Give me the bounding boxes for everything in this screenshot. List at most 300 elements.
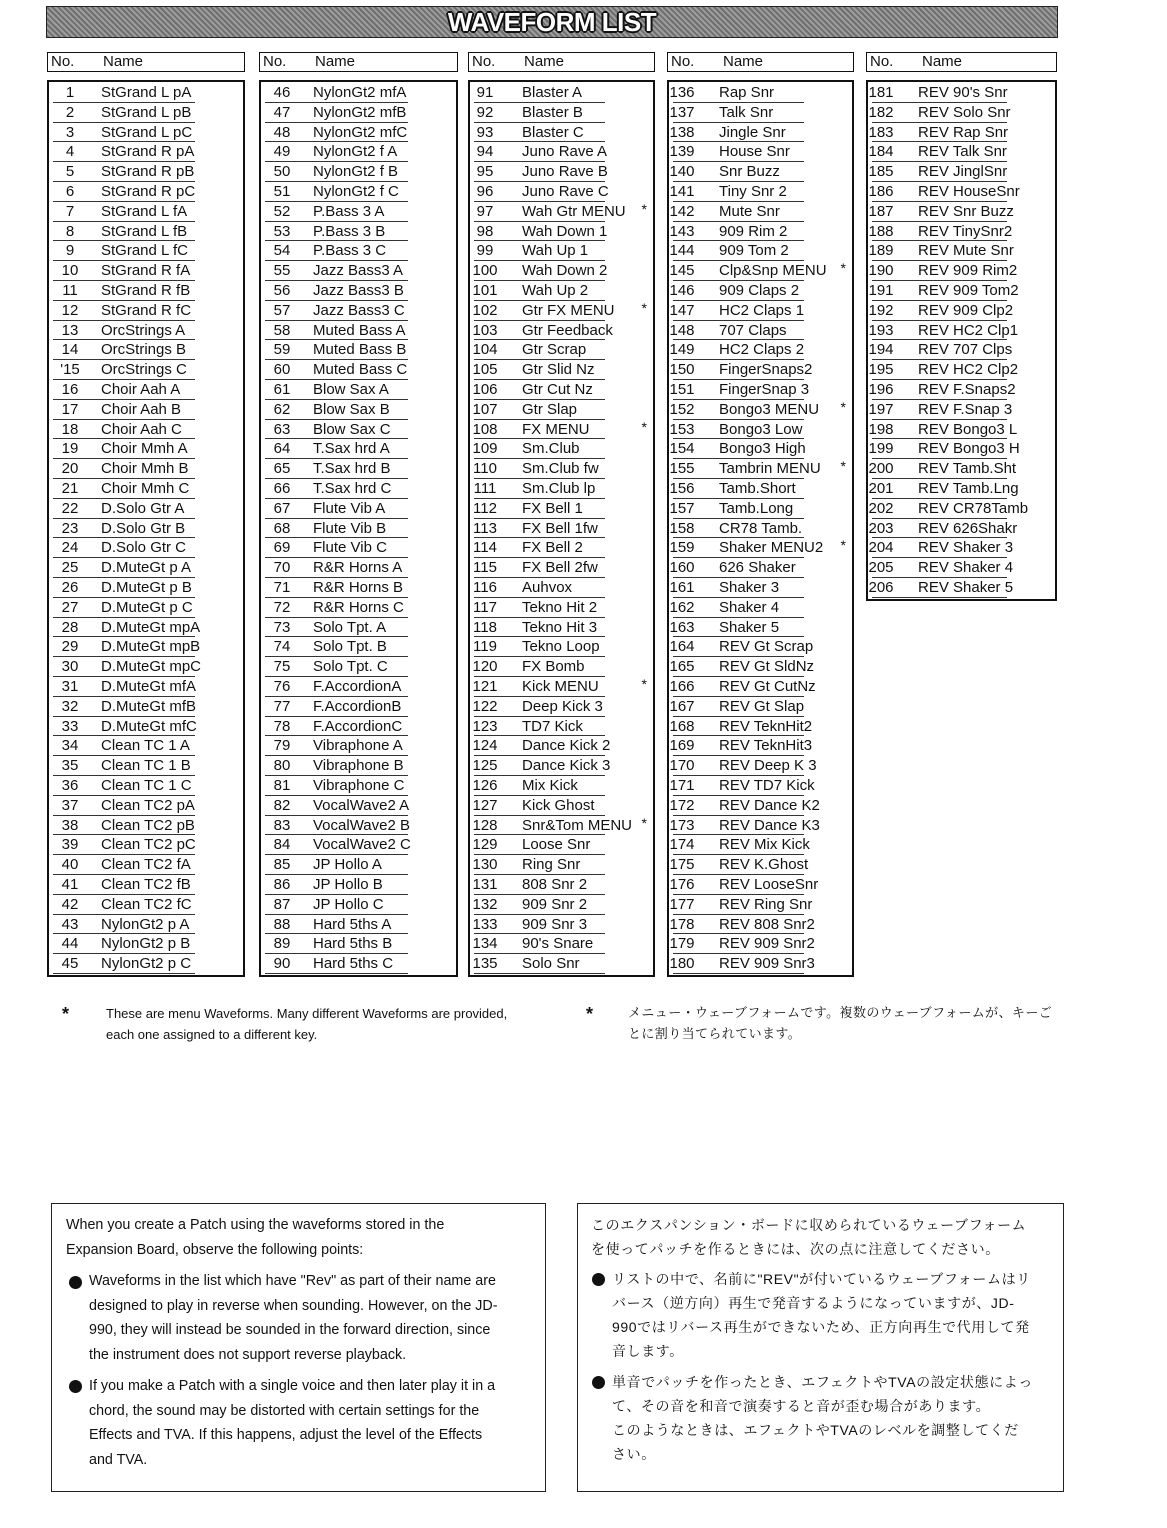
notes-jp-line: て、その音を和音で演奏すると音が歪む場合があります。	[612, 1398, 991, 1414]
table-row	[261, 637, 456, 657]
table-row	[470, 756, 653, 776]
waveform-name: FX Bell 1fw	[522, 519, 598, 537]
waveform-name: Sm.Club fw	[522, 460, 599, 478]
menu-marker: *	[641, 200, 647, 217]
table-row	[470, 895, 653, 915]
table-row	[261, 598, 456, 618]
footnote-star-jp: *	[586, 1004, 594, 1024]
waveform-number: 30	[61, 658, 79, 676]
table-row	[49, 934, 243, 954]
waveform-name: REV Gt CutNz	[719, 678, 816, 695]
notes-en-intro-line: When you create a Patch using the waveforms stored in the	[66, 1217, 445, 1233]
waveform-name: REV 808 Snr2	[719, 915, 815, 933]
waveform-name: D.MuteGt mpC	[101, 658, 202, 676]
waveform-number: 181	[868, 84, 894, 101]
table-row	[470, 202, 653, 222]
waveform-number: 141	[669, 183, 695, 200]
waveform-name: Muted Bass B	[313, 341, 407, 359]
waveform-name: Choir Aah B	[101, 400, 182, 418]
waveform-number: 4	[65, 143, 75, 161]
waveform-name: P.Bass 3 C	[313, 242, 387, 260]
table-row	[470, 677, 653, 697]
waveform-name: FX Bell 2	[522, 539, 583, 557]
menu-marker: *	[840, 398, 846, 415]
waveform-number: 170	[669, 757, 695, 775]
table-row	[49, 697, 243, 717]
table-row	[669, 637, 852, 657]
table-row	[470, 340, 653, 360]
waveform-name: NylonGt2 p C	[101, 955, 192, 973]
waveform-name: REV Solo Snr	[918, 103, 1011, 121]
waveform-name: Tekno Hit 3	[522, 618, 598, 636]
waveform-number: 107	[472, 400, 498, 418]
waveform-number: 60	[273, 361, 291, 379]
waveform-name: REV TeknHit2	[719, 717, 813, 735]
waveform-name: NylonGt2 mfA	[313, 84, 407, 101]
table-row	[49, 162, 243, 182]
waveform-name: Flute Vib C	[313, 539, 387, 557]
waveform-number: 142	[669, 202, 695, 220]
waveform-name: StGrand L pA	[101, 84, 192, 101]
table-row	[868, 202, 1055, 222]
table-row	[669, 321, 852, 341]
table-row	[49, 83, 243, 103]
column-header	[667, 52, 854, 72]
waveform-number: 53	[273, 222, 291, 240]
title-bar	[46, 6, 1058, 38]
column-body	[468, 80, 655, 977]
header-name: Name	[723, 53, 764, 70]
table-row	[470, 915, 653, 935]
notes-jp-intro-line: このエクスパンション・ボードに収められているウェーブフォーム	[591, 1217, 1027, 1233]
waveform-number: 104	[472, 341, 498, 359]
waveform-number: 74	[273, 638, 291, 656]
waveform-number: 50	[273, 163, 291, 181]
header-no: No.	[263, 53, 287, 70]
waveform-number: 143	[669, 222, 695, 240]
waveform-name: 90's Snare	[522, 935, 594, 953]
table-row	[261, 142, 456, 162]
waveform-number: 195	[868, 361, 894, 379]
table-row	[470, 222, 653, 242]
waveform-name: Kick MENU	[522, 678, 599, 695]
notes-en-line: and TVA.	[89, 1451, 148, 1468]
waveform-number: 90	[273, 955, 291, 973]
waveform-name: REV Snr Buzz	[918, 202, 1014, 220]
waveform-number: 138	[669, 123, 695, 141]
waveform-number: 43	[61, 915, 79, 933]
table-row	[470, 123, 653, 143]
waveform-name: REV 626Shakr	[918, 519, 1018, 537]
waveform-name: JP Hollo C	[313, 895, 384, 913]
menu-marker: *	[840, 458, 846, 475]
waveform-name: FX Bell 1	[522, 499, 583, 517]
waveform-name: REV Gt SldNz	[719, 658, 815, 676]
table-row	[470, 519, 653, 539]
table-row	[49, 301, 243, 321]
waveform-name: OrcStrings C	[101, 361, 187, 379]
waveform-name: REV Deep K 3	[719, 757, 817, 775]
table-row	[669, 558, 852, 578]
waveform-name: 909 Tom 2	[719, 242, 789, 260]
waveform-number: 115	[473, 559, 497, 577]
waveform-number: 3	[65, 123, 75, 141]
table-row	[669, 538, 852, 558]
table-row	[470, 934, 653, 954]
waveform-name: Flute Vib B	[313, 519, 387, 537]
waveform-name: Clp&Snp MENU	[719, 262, 827, 280]
waveform-number: 97	[476, 202, 494, 220]
table-row	[49, 558, 243, 578]
waveform-number: 69	[273, 539, 291, 557]
waveform-number: 59	[273, 341, 291, 359]
waveform-number: 196	[868, 381, 894, 398]
notes-jp-intro	[591, 1213, 1026, 1261]
waveform-number: 94	[476, 143, 494, 161]
waveform-number: 121	[472, 678, 498, 695]
waveform-number: 34	[61, 737, 79, 755]
waveform-number: 191	[868, 282, 894, 299]
waveform-name: OrcStrings A	[101, 321, 186, 339]
waveform-name: REV HC2 Clp2	[918, 361, 1019, 379]
waveform-number: 28	[61, 618, 79, 636]
footnote-jp-line: とに割り当てられています。	[628, 1026, 802, 1041]
waveform-name: FingerSnaps2	[719, 361, 813, 379]
waveform-number: 189	[868, 242, 894, 260]
waveform-number: 116	[473, 579, 497, 596]
footnote-en-line: each one assigned to a different key.	[106, 1027, 318, 1042]
column-body	[259, 80, 458, 977]
waveform-name: D.MuteGt mfC	[101, 717, 197, 735]
waveform-number: 35	[61, 757, 79, 775]
waveform-name: Clean TC2 fB	[101, 876, 191, 893]
waveform-number: 7	[65, 202, 75, 220]
table-row	[261, 835, 456, 855]
waveform-name: StGrand L pB	[101, 103, 192, 121]
waveform-number: 2	[65, 103, 75, 121]
waveform-name: Clean TC2 pC	[101, 836, 196, 854]
waveform-name: Bongo3 High	[719, 440, 806, 458]
table-row	[868, 519, 1055, 539]
table-row	[49, 736, 243, 756]
waveform-number: 118	[473, 618, 497, 636]
waveform-number: 203	[868, 519, 894, 537]
waveform-name: REV 909 Tom2	[918, 282, 1019, 299]
table-row	[470, 142, 653, 162]
table-row	[470, 538, 653, 558]
table-row	[470, 657, 653, 677]
table-row	[470, 776, 653, 796]
waveform-name: REV Bongo3 H	[918, 440, 1020, 458]
notes-jp-point-2	[612, 1370, 1033, 1466]
table-row	[669, 400, 852, 420]
waveform-number: 103	[472, 321, 498, 339]
waveform-name: Tamb.Long	[719, 499, 794, 517]
waveform-number: 63	[273, 420, 291, 438]
table-row	[669, 340, 852, 360]
waveform-name: JP Hollo B	[313, 876, 383, 893]
waveform-name: REV Bongo3 L	[918, 420, 1018, 438]
table-row	[868, 321, 1055, 341]
waveform-number: 202	[868, 499, 894, 517]
waveform-number: 174	[669, 836, 695, 854]
waveform-name: Gtr Scrap	[522, 341, 587, 359]
waveform-number: 139	[669, 143, 695, 161]
table-row	[470, 816, 653, 836]
waveform-number: 124	[472, 737, 498, 755]
waveform-number: 72	[273, 598, 291, 616]
table-row	[261, 538, 456, 558]
table-row	[868, 83, 1055, 103]
table-row	[49, 142, 243, 162]
bullet-icon	[592, 1376, 605, 1389]
waveform-name: House Snr	[719, 143, 790, 161]
waveform-number: 13	[61, 321, 79, 339]
waveform-name: Tiny Snr 2	[719, 183, 787, 200]
waveform-number: 158	[669, 519, 695, 537]
table-row	[669, 736, 852, 756]
table-row	[669, 142, 852, 162]
waveform-name: HC2 Claps 1	[719, 301, 805, 319]
waveform-name: StGrand L pC	[101, 123, 193, 141]
waveform-name: Juno Rave C	[522, 183, 609, 200]
waveform-name: HC2 Claps 2	[719, 341, 805, 359]
footnote-en	[106, 1003, 507, 1045]
waveform-name: R&R Horns C	[313, 598, 404, 616]
menu-marker: *	[641, 676, 647, 692]
waveform-name: Blaster A	[522, 84, 583, 101]
header-no: No.	[671, 53, 695, 70]
waveform-name: REV Dance K2	[719, 796, 820, 814]
waveform-name: Clean TC 1 B	[101, 757, 191, 775]
table-row	[261, 459, 456, 479]
waveform-number: 200	[868, 460, 894, 478]
table-row	[49, 875, 243, 895]
table-row	[49, 261, 243, 281]
table-row	[669, 618, 852, 638]
table-row	[470, 261, 653, 281]
waveform-number: 157	[669, 499, 695, 517]
table-row	[49, 420, 243, 440]
notes-jp-line: このようなときは、エフェクトやTVAのレベルを調整してくだ	[612, 1422, 1019, 1438]
waveform-number: 9	[65, 242, 75, 260]
table-row	[669, 657, 852, 677]
notes-en-line: Waveforms in the list which have "Rev" as part of their name are	[89, 1273, 496, 1289]
waveform-number: 21	[61, 480, 79, 497]
waveform-name: StGrand R pC	[101, 183, 196, 200]
table-row	[261, 816, 456, 836]
menu-marker: *	[840, 537, 846, 554]
row-rule	[872, 597, 1007, 598]
waveform-name: FX MENU	[522, 420, 590, 438]
waveform-number: 198	[868, 420, 894, 438]
waveform-number: 96	[476, 183, 494, 200]
table-row	[868, 400, 1055, 420]
waveform-name: Mix Kick	[522, 777, 578, 794]
table-row	[868, 360, 1055, 380]
waveform-name: Choir Mmh B	[101, 460, 189, 478]
waveform-number: 133	[472, 915, 498, 933]
waveform-name: Jazz Bass3 C	[313, 301, 405, 319]
waveform-number: 76	[273, 678, 291, 695]
waveform-name: 626 Shaker	[719, 559, 796, 577]
waveform-number: 61	[273, 381, 291, 398]
waveform-name: FingerSnap 3	[719, 381, 810, 398]
table-row	[470, 400, 653, 420]
waveform-name: Solo Tpt. B	[313, 638, 387, 656]
table-row	[669, 281, 852, 301]
table-row	[49, 618, 243, 638]
notes-box-jp	[577, 1203, 1064, 1492]
column-header	[259, 52, 458, 72]
table-row	[868, 459, 1055, 479]
waveform-number: 160	[669, 559, 695, 577]
table-row	[868, 420, 1055, 440]
table-row	[868, 578, 1055, 598]
waveform-name: Blow Sax B	[313, 400, 390, 418]
waveform-number: 151	[669, 381, 695, 398]
row-rule	[474, 973, 605, 974]
waveform-number: 99	[476, 242, 494, 260]
waveform-number: 193	[868, 321, 894, 339]
waveform-name: 909 Claps 2	[719, 282, 800, 299]
waveform-number: 120	[472, 658, 498, 676]
waveform-name: Tekno Hit 2	[522, 598, 598, 616]
waveform-number: 136	[669, 84, 695, 101]
waveform-name: R&R Horns B	[313, 579, 404, 596]
notes-jp-line: さい。	[612, 1446, 656, 1462]
table-row	[49, 578, 243, 598]
waveform-number: 102	[472, 301, 498, 319]
waveform-name: REV Shaker 4	[918, 559, 1014, 577]
waveform-name: Clean TC2 fA	[101, 856, 191, 874]
table-row	[49, 756, 243, 776]
table-row	[261, 657, 456, 677]
waveform-number: 54	[273, 242, 291, 260]
table-row	[470, 796, 653, 816]
header-no: No.	[51, 53, 75, 70]
waveform-name: T.Sax hrd A	[313, 440, 390, 458]
waveform-name: Juno Rave B	[522, 163, 608, 181]
waveform-number: 165	[669, 658, 695, 676]
table-row	[669, 162, 852, 182]
table-row	[49, 519, 243, 539]
waveform-name: Hard 5ths A	[313, 915, 392, 933]
notes-en-line: Effects and TVA. If this happens, adjust the level of the Effects	[89, 1427, 483, 1443]
waveform-name: REV Rap Snr	[918, 123, 1009, 141]
waveform-number: 33	[61, 717, 79, 735]
waveform-number: 122	[472, 697, 498, 715]
table-row	[470, 83, 653, 103]
waveform-number: 46	[273, 84, 291, 101]
waveform-name: Blaster C	[522, 123, 584, 141]
table-row	[470, 499, 653, 519]
waveform-name: Talk Snr	[719, 103, 774, 121]
table-row	[49, 360, 243, 380]
table-row	[261, 578, 456, 598]
waveform-name: Sm.Club	[522, 440, 580, 458]
table-row	[669, 578, 852, 598]
waveform-number: 183	[868, 123, 894, 141]
waveform-number: 48	[273, 123, 291, 141]
waveform-name: D.MuteGt mfA	[101, 678, 197, 695]
table-row	[261, 677, 456, 697]
waveform-number: 18	[61, 420, 79, 438]
table-row	[868, 439, 1055, 459]
table-row	[49, 400, 243, 420]
table-row	[669, 835, 852, 855]
table-row	[669, 717, 852, 737]
waveform-number: 91	[476, 84, 494, 101]
waveform-number: 51	[273, 183, 291, 200]
table-row	[261, 439, 456, 459]
waveform-number: 149	[669, 341, 695, 359]
waveform-number: 100	[472, 262, 498, 280]
table-row	[261, 340, 456, 360]
waveform-number: 49	[273, 143, 291, 161]
waveform-number: 172	[669, 796, 695, 814]
waveform-name: Juno Rave A	[522, 143, 608, 161]
waveform-number: 119	[473, 638, 497, 656]
waveform-name: F.AccordionB	[313, 697, 402, 715]
table-row	[261, 855, 456, 875]
waveform-name: Clean TC 1 C	[101, 777, 192, 794]
waveform-number: 135	[472, 955, 498, 973]
waveform-number: 204	[868, 539, 894, 557]
waveform-number: 45	[61, 955, 79, 973]
waveform-name: REV Shaker 5	[918, 579, 1014, 596]
waveform-name: Jazz Bass3 A	[313, 262, 404, 280]
waveform-name: REV TinySnr2	[918, 222, 1013, 240]
notes-en-intro	[66, 1213, 444, 1262]
table-row	[261, 954, 456, 974]
waveform-name: Loose Snr	[522, 836, 591, 854]
waveform-name: Muted Bass A	[313, 321, 406, 339]
page-title: WAVEFORM LIST	[447, 7, 657, 37]
table-row	[261, 301, 456, 321]
waveform-name: REV Mix Kick	[719, 836, 810, 854]
waveform-name: Vibraphone C	[313, 777, 405, 794]
waveform-name: REV 707 Clps	[918, 341, 1013, 359]
table-row	[49, 538, 243, 558]
waveform-name: REV TD7 Kick	[719, 777, 815, 794]
notes-en-point-1	[89, 1269, 498, 1367]
waveform-name: Jazz Bass3 B	[313, 282, 404, 299]
table-row	[868, 241, 1055, 261]
table-row	[261, 934, 456, 954]
waveform-number: 62	[273, 400, 291, 418]
table-row	[470, 736, 653, 756]
table-row	[470, 301, 653, 321]
waveform-name: REV TeknHit3	[719, 737, 813, 755]
table-row	[669, 103, 852, 123]
waveform-number: 173	[669, 816, 695, 834]
table-row	[669, 439, 852, 459]
table-row	[669, 202, 852, 222]
table-row	[261, 875, 456, 895]
table-row	[49, 202, 243, 222]
menu-marker: *	[641, 814, 647, 831]
waveform-number: 6	[65, 183, 75, 200]
table-row	[868, 538, 1055, 558]
table-row	[49, 182, 243, 202]
waveform-number: 20	[61, 460, 79, 478]
waveform-name: REV 909 Snr3	[719, 955, 815, 973]
table-row	[470, 439, 653, 459]
table-row	[470, 954, 653, 974]
table-row	[261, 202, 456, 222]
waveform-number: 10	[61, 262, 79, 280]
